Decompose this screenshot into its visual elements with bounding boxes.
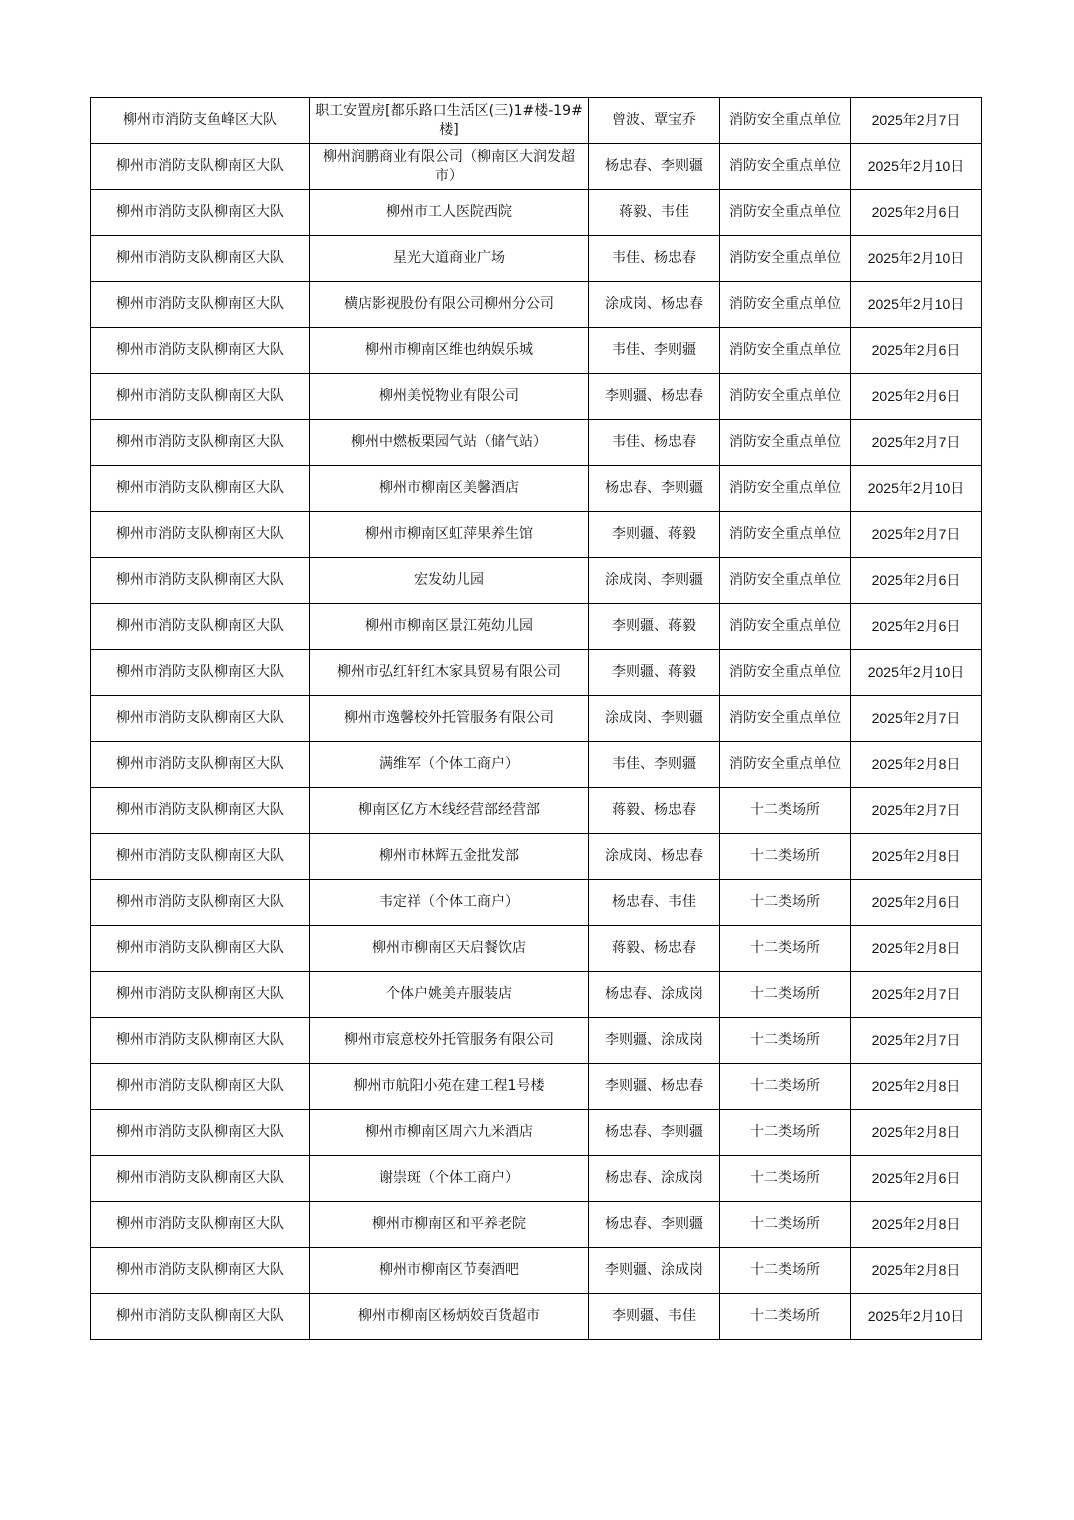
place-name-cell: 柳州市柳南区杨炳姣百货超市	[310, 1294, 589, 1340]
inspectors-cell: 李则疆、杨忠春	[589, 1064, 720, 1110]
unit-cell: 柳州市消防支队柳南区大队	[91, 328, 310, 374]
category-cell: 十二类场所	[720, 834, 851, 880]
date-cell: 2025年2月10日	[851, 1294, 982, 1340]
unit-cell: 柳州市消防支队柳南区大队	[91, 512, 310, 558]
table-row	[91, 328, 982, 374]
inspection-table-body	[91, 98, 982, 1340]
table-row	[91, 282, 982, 328]
category-cell: 十二类场所	[720, 1202, 851, 1248]
date-cell: 2025年2月8日	[851, 742, 982, 788]
date-cell: 2025年2月10日	[851, 650, 982, 696]
place-name-cell: 柳州市柳南区美馨酒店	[310, 466, 589, 512]
table-row	[91, 742, 982, 788]
place-name-cell: 谢崇斑（个体工商户）	[310, 1156, 589, 1202]
place-name-cell: 职工安置房[都乐路口生活区(三)1#楼-19#楼]	[310, 98, 589, 144]
table-row	[91, 1156, 982, 1202]
place-name-cell: 柳州润鹏商业有限公司（柳南区大润发超市）	[310, 144, 589, 190]
date-cell: 2025年2月10日	[851, 236, 982, 282]
document-page	[90, 97, 981, 1340]
inspectors-cell: 涂成岗、李则疆	[589, 696, 720, 742]
inspectors-cell: 韦佳、李则疆	[589, 742, 720, 788]
category-cell: 十二类场所	[720, 1110, 851, 1156]
place-name-cell: 柳州市林辉五金批发部	[310, 834, 589, 880]
table-row	[91, 558, 982, 604]
category-cell: 消防安全重点单位	[720, 466, 851, 512]
inspectors-cell: 李则疆、韦佳	[589, 1294, 720, 1340]
place-name-cell: 柳州市柳南区维也纳娱乐城	[310, 328, 589, 374]
inspectors-cell: 杨忠春、韦佳	[589, 880, 720, 926]
unit-cell: 柳州市消防支队柳南区大队	[91, 1110, 310, 1156]
unit-cell: 柳州市消防支队柳南区大队	[91, 420, 310, 466]
inspection-table	[90, 97, 982, 1340]
category-cell: 消防安全重点单位	[720, 420, 851, 466]
category-cell: 消防安全重点单位	[720, 742, 851, 788]
place-name-cell: 柳州市弘红轩红木家具贸易有限公司	[310, 650, 589, 696]
date-cell: 2025年2月8日	[851, 1064, 982, 1110]
unit-cell: 柳州市消防支队柳南区大队	[91, 1248, 310, 1294]
inspectors-cell: 涂成岗、李则疆	[589, 558, 720, 604]
date-cell: 2025年2月6日	[851, 374, 982, 420]
category-cell: 十二类场所	[720, 972, 851, 1018]
table-row	[91, 466, 982, 512]
place-name-cell: 横店影视股份有限公司柳州分公司	[310, 282, 589, 328]
date-cell: 2025年2月7日	[851, 788, 982, 834]
unit-cell: 柳州市消防支队柳南区大队	[91, 1202, 310, 1248]
unit-cell: 柳州市消防支队柳南区大队	[91, 742, 310, 788]
date-cell: 2025年2月6日	[851, 604, 982, 650]
unit-cell: 柳州市消防支队柳南区大队	[91, 880, 310, 926]
category-cell: 十二类场所	[720, 1294, 851, 1340]
unit-cell: 柳州市消防支队柳南区大队	[91, 650, 310, 696]
date-cell: 2025年2月7日	[851, 98, 982, 144]
category-cell: 十二类场所	[720, 1248, 851, 1294]
place-name-cell: 柳州市柳南区节奏酒吧	[310, 1248, 589, 1294]
inspectors-cell: 蒋毅、杨忠春	[589, 788, 720, 834]
category-cell: 消防安全重点单位	[720, 650, 851, 696]
inspectors-cell: 涂成岗、杨忠春	[589, 834, 720, 880]
inspectors-cell: 蒋毅、杨忠春	[589, 926, 720, 972]
unit-cell: 柳州市消防支队柳南区大队	[91, 1294, 310, 1340]
inspectors-cell: 李则疆、杨忠春	[589, 374, 720, 420]
table-row	[91, 926, 982, 972]
table-row	[91, 1110, 982, 1156]
place-name-cell: 个体户姚美卉服装店	[310, 972, 589, 1018]
inspectors-cell: 蒋毅、韦佳	[589, 190, 720, 236]
unit-cell: 柳州市消防支队柳南区大队	[91, 696, 310, 742]
unit-cell: 柳州市消防支队柳南区大队	[91, 190, 310, 236]
date-cell: 2025年2月8日	[851, 834, 982, 880]
place-name-cell: 满维军（个体工商户）	[310, 742, 589, 788]
date-cell: 2025年2月8日	[851, 1202, 982, 1248]
place-name-cell: 星光大道商业广场	[310, 236, 589, 282]
inspectors-cell: 涂成岗、杨忠春	[589, 282, 720, 328]
table-row	[91, 512, 982, 558]
category-cell: 消防安全重点单位	[720, 512, 851, 558]
place-name-cell: 柳州市柳南区和平养老院	[310, 1202, 589, 1248]
table-row	[91, 696, 982, 742]
category-cell: 消防安全重点单位	[720, 328, 851, 374]
place-name-cell: 柳州市航阳小苑在建工程1号楼	[310, 1064, 589, 1110]
inspectors-cell: 杨忠春、涂成岗	[589, 1156, 720, 1202]
category-cell: 消防安全重点单位	[720, 236, 851, 282]
inspectors-cell: 韦佳、杨忠春	[589, 236, 720, 282]
unit-cell: 柳州市消防支鱼峰区大队	[91, 98, 310, 144]
place-name-cell: 韦定祥（个体工商户）	[310, 880, 589, 926]
inspectors-cell: 韦佳、李则疆	[589, 328, 720, 374]
category-cell: 消防安全重点单位	[720, 374, 851, 420]
category-cell: 十二类场所	[720, 1064, 851, 1110]
unit-cell: 柳州市消防支队柳南区大队	[91, 1064, 310, 1110]
category-cell: 消防安全重点单位	[720, 696, 851, 742]
place-name-cell: 柳州市工人医院西院	[310, 190, 589, 236]
inspectors-cell: 曾波、覃宝乔	[589, 98, 720, 144]
table-row	[91, 236, 982, 282]
date-cell: 2025年2月8日	[851, 1248, 982, 1294]
date-cell: 2025年2月6日	[851, 190, 982, 236]
inspectors-cell: 杨忠春、李则疆	[589, 144, 720, 190]
inspectors-cell: 李则疆、蒋毅	[589, 604, 720, 650]
table-row	[91, 788, 982, 834]
unit-cell: 柳州市消防支队柳南区大队	[91, 788, 310, 834]
unit-cell: 柳州市消防支队柳南区大队	[91, 972, 310, 1018]
category-cell: 消防安全重点单位	[720, 558, 851, 604]
date-cell: 2025年2月7日	[851, 696, 982, 742]
unit-cell: 柳州市消防支队柳南区大队	[91, 466, 310, 512]
date-cell: 2025年2月8日	[851, 926, 982, 972]
category-cell: 十二类场所	[720, 880, 851, 926]
date-cell: 2025年2月7日	[851, 512, 982, 558]
category-cell: 消防安全重点单位	[720, 190, 851, 236]
table-row	[91, 650, 982, 696]
category-cell: 消防安全重点单位	[720, 604, 851, 650]
table-row	[91, 190, 982, 236]
date-cell: 2025年2月10日	[851, 144, 982, 190]
date-cell: 2025年2月8日	[851, 1110, 982, 1156]
category-cell: 十二类场所	[720, 926, 851, 972]
date-cell: 2025年2月7日	[851, 1018, 982, 1064]
table-row	[91, 374, 982, 420]
date-cell: 2025年2月6日	[851, 328, 982, 374]
date-cell: 2025年2月6日	[851, 1156, 982, 1202]
unit-cell: 柳州市消防支队柳南区大队	[91, 374, 310, 420]
place-name-cell: 柳州市柳南区周六九米酒店	[310, 1110, 589, 1156]
unit-cell: 柳州市消防支队柳南区大队	[91, 604, 310, 650]
table-row	[91, 604, 982, 650]
date-cell: 2025年2月7日	[851, 420, 982, 466]
table-row	[91, 1018, 982, 1064]
place-name-cell: 柳州市逸馨校外托管服务有限公司	[310, 696, 589, 742]
inspectors-cell: 李则疆、涂成岗	[589, 1018, 720, 1064]
unit-cell: 柳州市消防支队柳南区大队	[91, 144, 310, 190]
inspectors-cell: 李则疆、涂成岗	[589, 1248, 720, 1294]
unit-cell: 柳州市消防支队柳南区大队	[91, 282, 310, 328]
category-cell: 十二类场所	[720, 1156, 851, 1202]
place-name-cell: 柳州市柳南区天启餐饮店	[310, 926, 589, 972]
inspectors-cell: 杨忠春、李则疆	[589, 466, 720, 512]
date-cell: 2025年2月10日	[851, 466, 982, 512]
inspectors-cell: 杨忠春、李则疆	[589, 1110, 720, 1156]
category-cell: 十二类场所	[720, 1018, 851, 1064]
table-row	[91, 972, 982, 1018]
table-row	[91, 98, 982, 144]
date-cell: 2025年2月6日	[851, 558, 982, 604]
unit-cell: 柳州市消防支队柳南区大队	[91, 926, 310, 972]
table-row	[91, 1202, 982, 1248]
unit-cell: 柳州市消防支队柳南区大队	[91, 558, 310, 604]
unit-cell: 柳州市消防支队柳南区大队	[91, 834, 310, 880]
place-name-cell: 柳州中燃板栗园气站（储气站）	[310, 420, 589, 466]
inspectors-cell: 李则疆、蒋毅	[589, 650, 720, 696]
place-name-cell: 柳州市宸意校外托管服务有限公司	[310, 1018, 589, 1064]
table-row	[91, 880, 982, 926]
place-name-cell: 柳州美悦物业有限公司	[310, 374, 589, 420]
table-row	[91, 834, 982, 880]
date-cell: 2025年2月10日	[851, 282, 982, 328]
table-row	[91, 420, 982, 466]
place-name-cell: 柳州市柳南区景江苑幼儿园	[310, 604, 589, 650]
unit-cell: 柳州市消防支队柳南区大队	[91, 1018, 310, 1064]
table-row	[91, 1294, 982, 1340]
place-name-cell: 柳州市柳南区虹萍果养生馆	[310, 512, 589, 558]
date-cell: 2025年2月6日	[851, 880, 982, 926]
table-row	[91, 144, 982, 190]
inspectors-cell: 杨忠春、李则疆	[589, 1202, 720, 1248]
table-row	[91, 1064, 982, 1110]
category-cell: 十二类场所	[720, 788, 851, 834]
category-cell: 消防安全重点单位	[720, 144, 851, 190]
inspectors-cell: 李则疆、蒋毅	[589, 512, 720, 558]
inspectors-cell: 韦佳、杨忠春	[589, 420, 720, 466]
category-cell: 消防安全重点单位	[720, 282, 851, 328]
category-cell: 消防安全重点单位	[720, 98, 851, 144]
table-row	[91, 1248, 982, 1294]
unit-cell: 柳州市消防支队柳南区大队	[91, 236, 310, 282]
date-cell: 2025年2月7日	[851, 972, 982, 1018]
place-name-cell: 宏发幼儿园	[310, 558, 589, 604]
inspectors-cell: 杨忠春、涂成岗	[589, 972, 720, 1018]
unit-cell: 柳州市消防支队柳南区大队	[91, 1156, 310, 1202]
place-name-cell: 柳南区亿方木线经营部经营部	[310, 788, 589, 834]
